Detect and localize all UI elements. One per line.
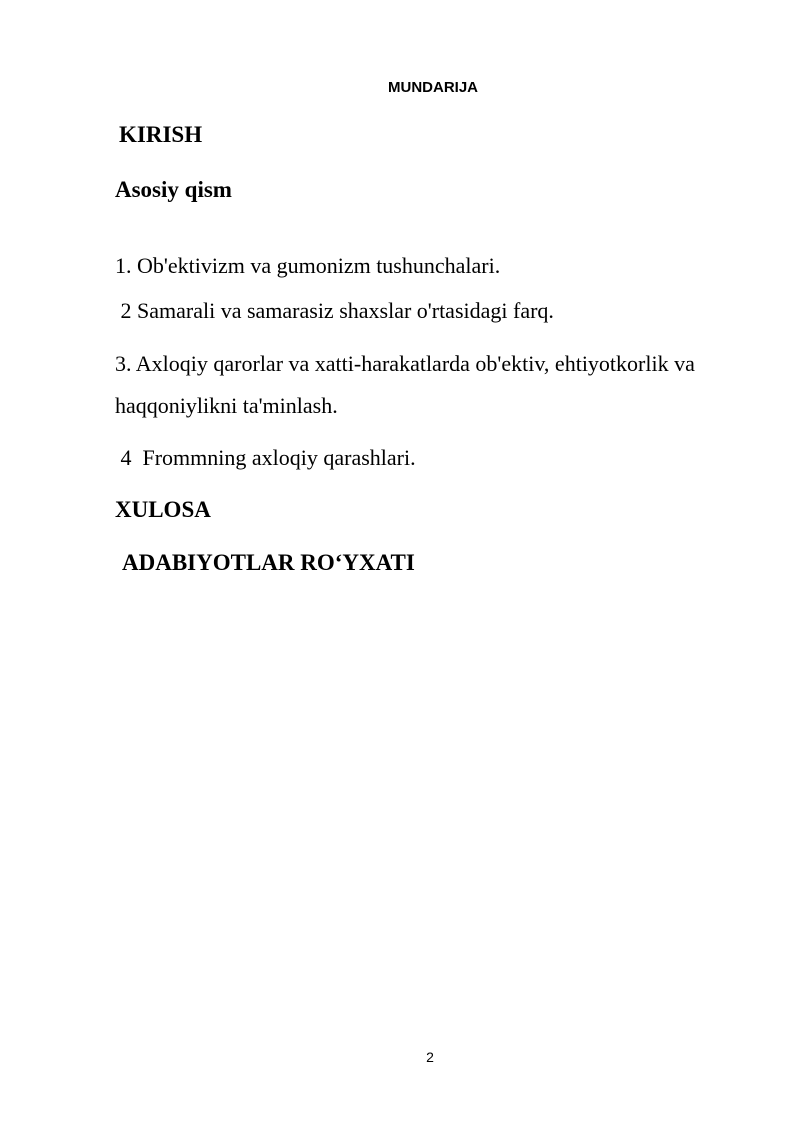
toc-item-3: 3. Axloqiy qarorlar va xatti-harakatlarda ob'ektiv, ehtiyotkorlik va haqqoniylikni ta'minlash.: [115, 351, 695, 418]
section-heading-conclusion: XULOSA: [115, 497, 211, 522]
page-number: 2: [426, 1049, 434, 1065]
toc-item-4: 4 Frommning axloqiy qarashlari.: [115, 445, 416, 470]
toc-item-1: 1. Ob'ektivizm va gumonizm tushunchalari.: [115, 253, 501, 278]
section-heading-intro: KIRISH: [119, 122, 203, 147]
page-title: MUNDARIJA: [388, 79, 478, 96]
toc-item-2: 2 Samarali va samarasiz shaxslar o'rtasidagi farq.: [115, 298, 554, 323]
section-heading-main-part: Asosiy qism: [115, 177, 232, 202]
section-heading-references: ADABIYOTLAR RO‘YXATI: [122, 550, 415, 575]
